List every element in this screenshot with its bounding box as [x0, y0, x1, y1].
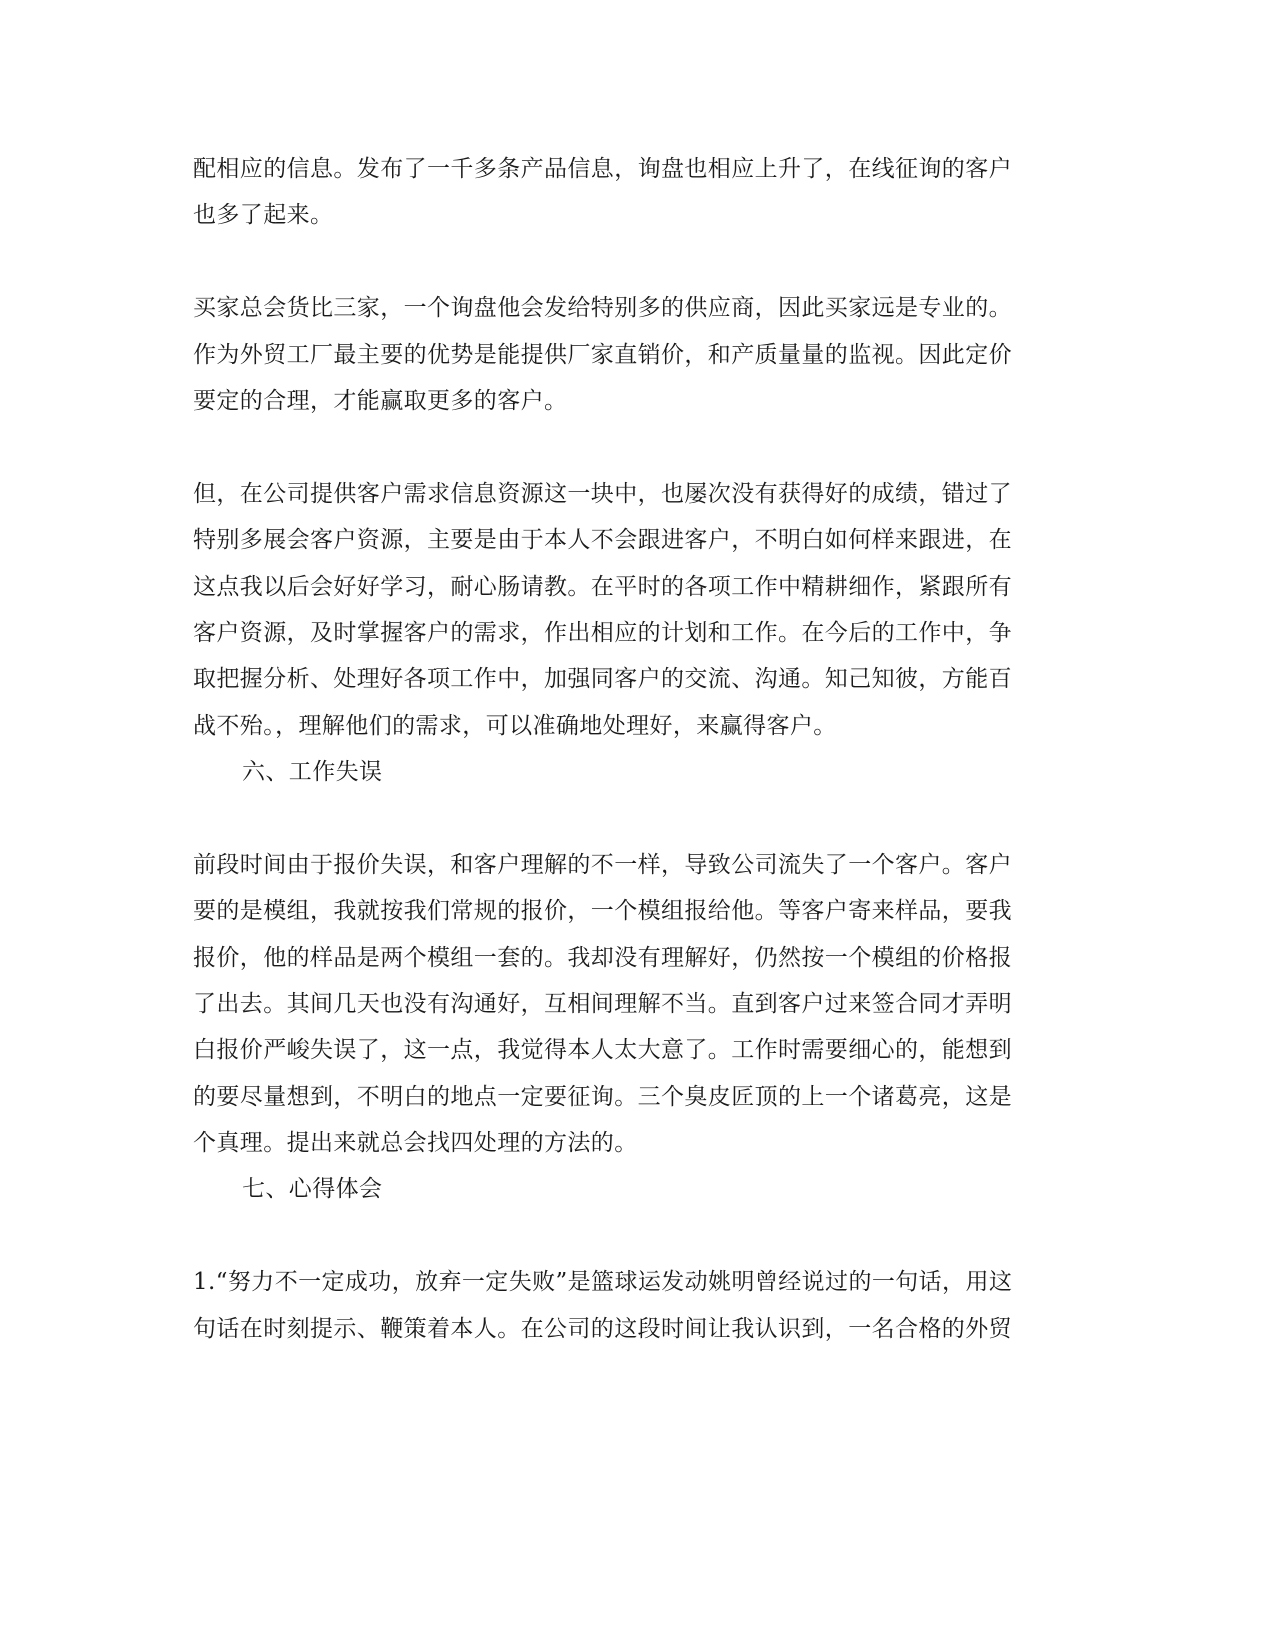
section-heading-experience: 七、心得体会 — [242, 1176, 383, 1202]
text-line: 1.“努力不一定成功，放弃一定失败”是篮球运发动姚明曾经说过的一句话，用这 — [193, 1269, 1013, 1295]
text-line: 买家总会货比三家，一个询盘他会发给特别多的供应商，因此买家远是专业的。 — [193, 295, 1012, 321]
text-line: 特别多展会客户资源，主要是由于本人不会跟进客户，不明白如何样来跟进，在 — [193, 527, 1012, 553]
text-line: 作为外贸工厂最主要的优势是能提供厂家直销价，和产质量量的监视。因此定价 — [193, 342, 1012, 368]
text-line: 客户资源，及时掌握客户的需求，作出相应的计划和工作。在今后的工作中，争 — [193, 620, 1012, 646]
section-heading-work-mistakes: 六、工作失误 — [242, 759, 383, 785]
text-line: 句话在时刻提示、鞭策着本人。在公司的这段时间让我认识到，一名合格的外贸 — [193, 1316, 1012, 1342]
text-line: 要的是模组，我就按我们常规的报价，一个模组报给他。等客户寄来样品，要我 — [193, 898, 1012, 924]
text-line: 要定的合理，才能赢取更多的客户。 — [193, 388, 568, 414]
text-line: 这点我以后会好好学习，耐心肠请教。在平时的各项工作中精耕细作，紧跟所有 — [193, 574, 1012, 600]
text-line: 取把握分析、处理好各项工作中，加强同客户的交流、沟通。知己知彼，方能百 — [193, 666, 1012, 692]
text-line: 配相应的信息。发布了一千多条产品信息，询盘也相应上升了，在线征询的客户 — [193, 156, 1012, 182]
text-line: 个真理。提出来就总会找四处理的方法的。 — [193, 1130, 638, 1156]
text-line: 战不殆。，理解他们的需求，可以准确地处理好，来赢得客户。 — [193, 713, 837, 739]
text-line: 报价，他的样品是两个模组一套的。我却没有理解好，仍然按一个模组的价格报 — [193, 945, 1012, 971]
text-line: 白报价严峻失误了，这一点，我觉得本人太大意了。工作时需要细心的，能想到 — [193, 1037, 1012, 1063]
text-line: 但，在公司提供客户需求信息资源这一块中，也屡次没有获得好的成绩，错过了 — [193, 481, 1012, 507]
text-line: 也多了起来。 — [193, 202, 334, 228]
text-line: 前段时间由于报价失误，和客户理解的不一样，导致公司流失了一个客户。客户 — [193, 852, 1012, 878]
text-line: 的要尽量想到，不明白的地点一定要征询。三个臭皮匠顶的上一个诸葛亮，这是 — [193, 1084, 1012, 1110]
text-line: 了出去。其间几天也没有沟通好，互相间理解不当。直到客户过来签合同才弄明 — [193, 991, 1012, 1017]
